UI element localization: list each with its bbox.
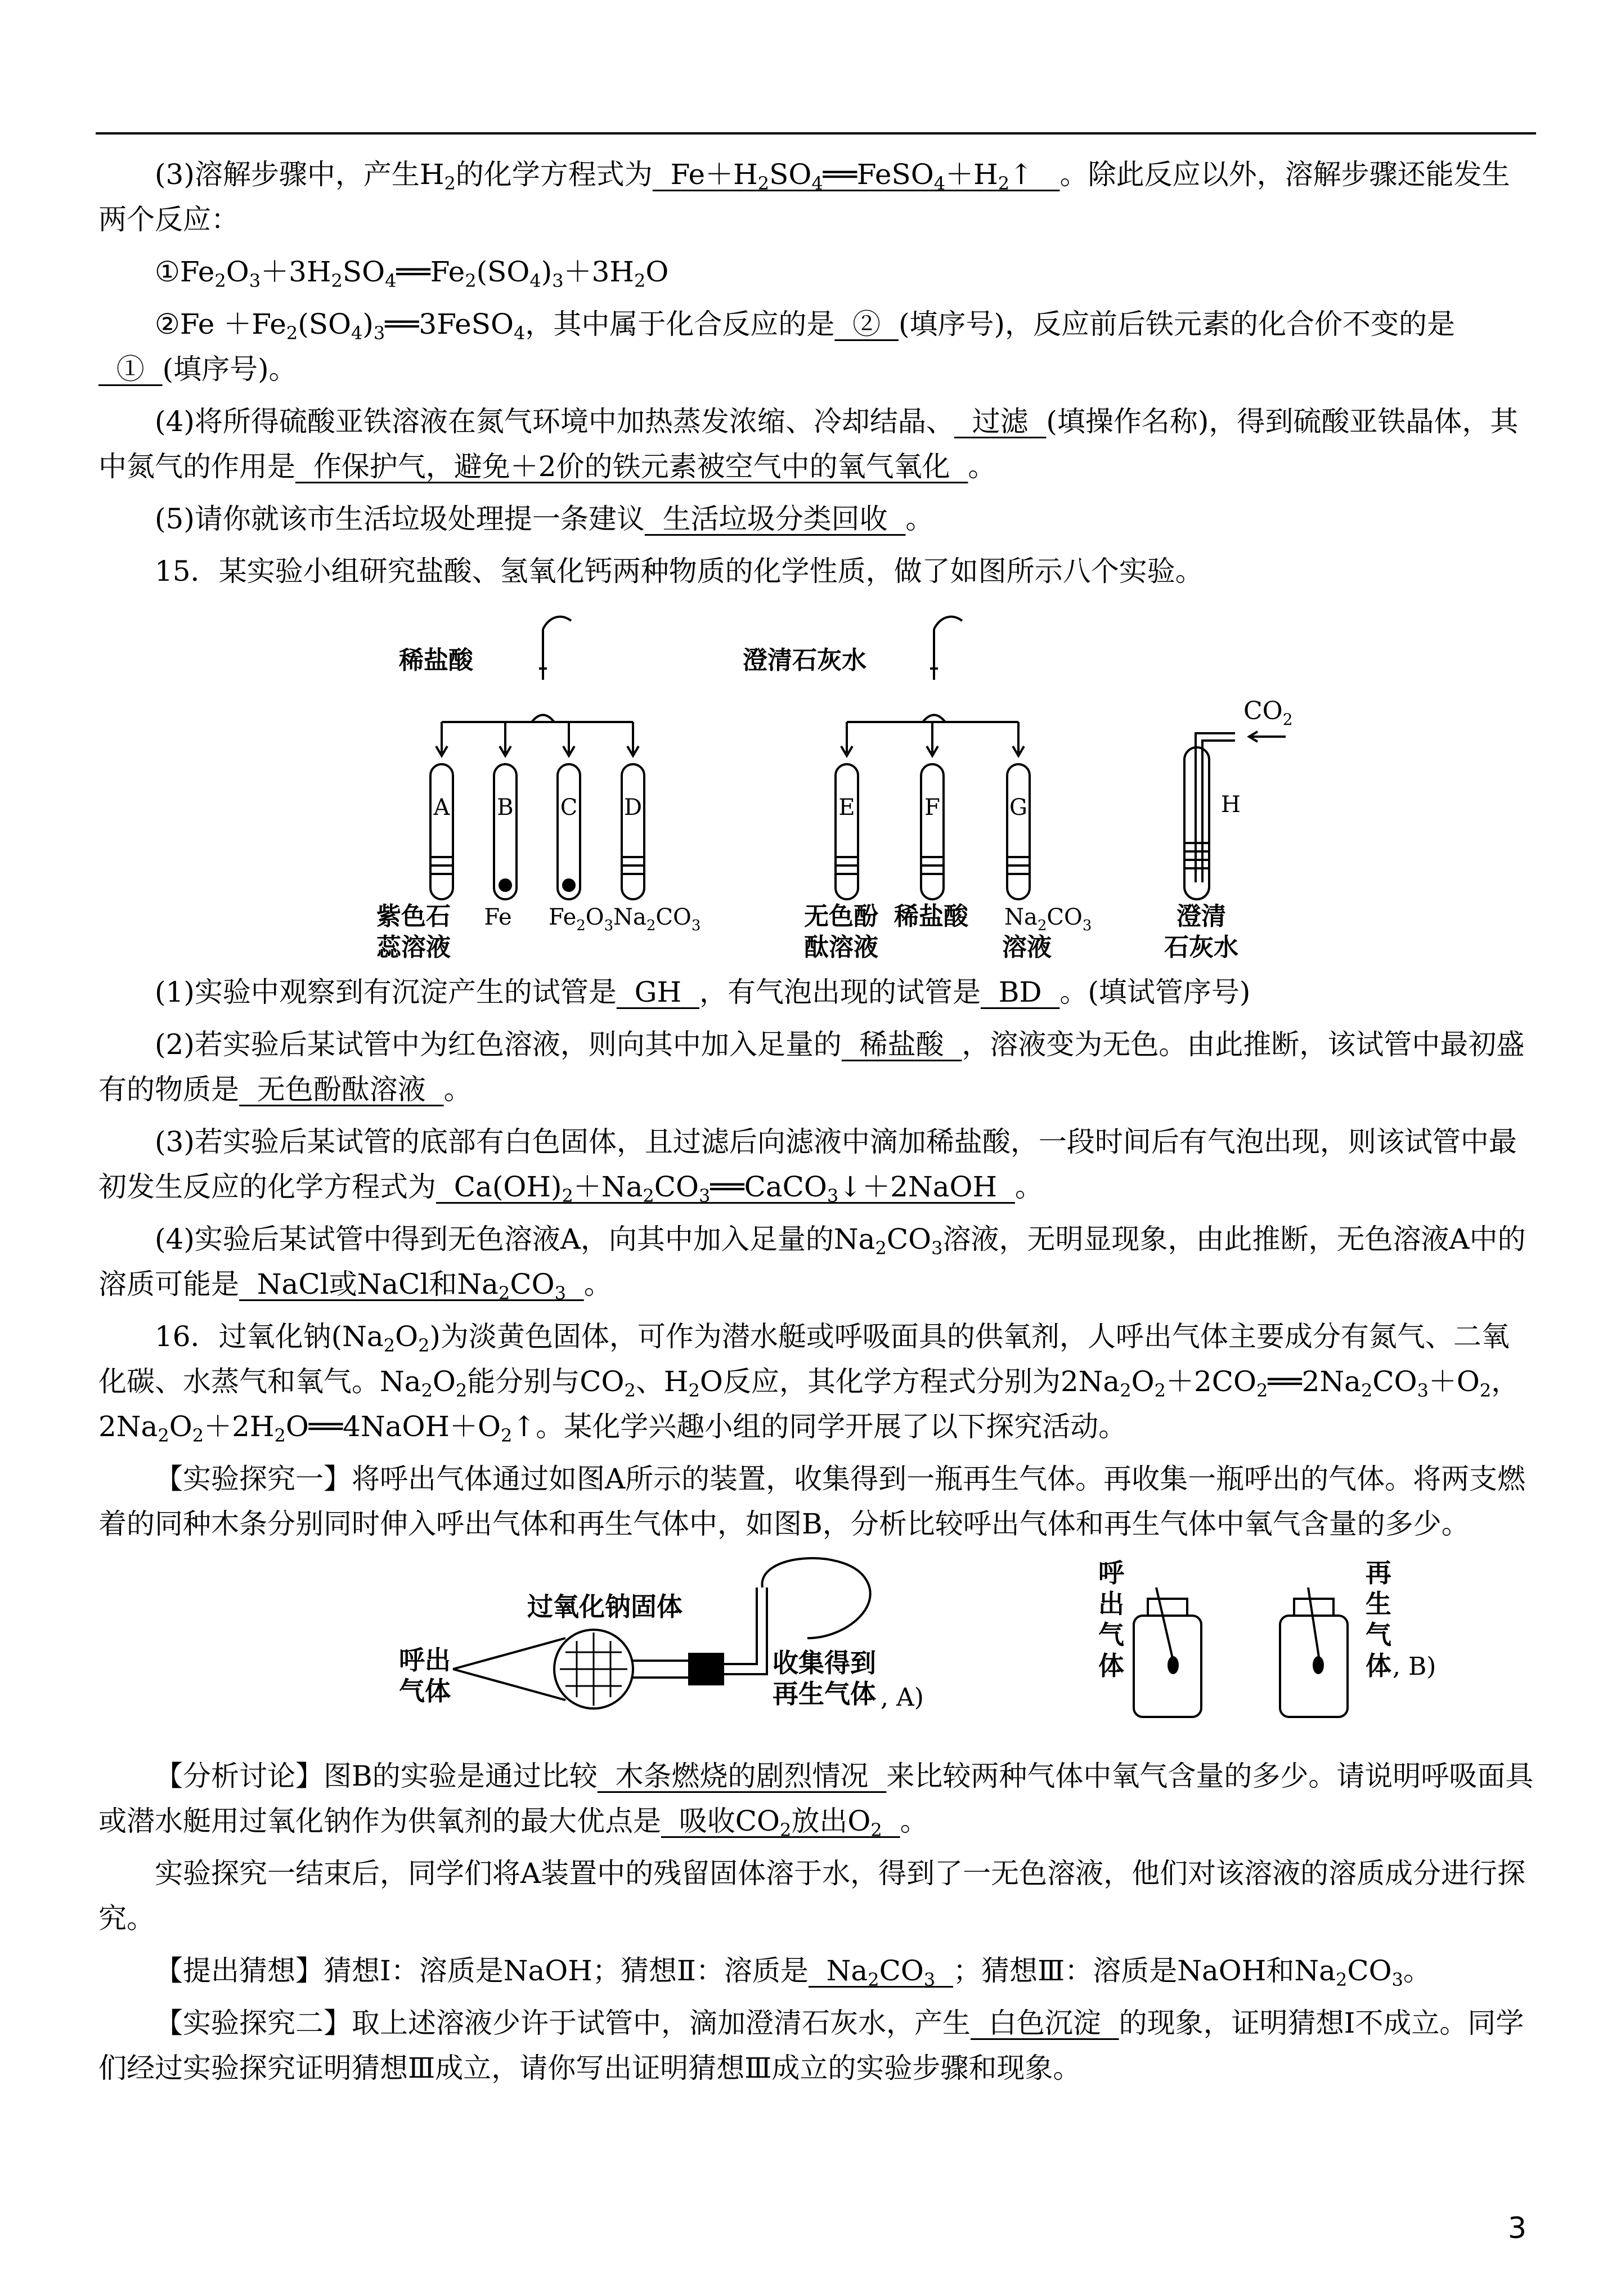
q14-reaction-1: $①Fe_2O_3+3H_2SO_4══Fe_2(SO_4)_3+3H_2O$ xyxy=(155,255,669,292)
test-tube-f xyxy=(921,764,944,899)
tube-label-b: B xyxy=(497,795,514,820)
answer-blank: GH xyxy=(616,976,699,1008)
tube-g-content-line2: 溶液 xyxy=(1002,933,1052,962)
q15-part2: (2)若实验后某试管中为红色溶液，则向其中加入足量的 稀盐酸 ，溶液变为无色。由此推断，该试管中最初盛有的物质是 无色酚酞溶液 。 xyxy=(98,1028,1525,1106)
reagent-label-limewater: 澄清石灰水 xyxy=(743,646,866,675)
q14-part5: (5)请你就该市生活垃圾处理提一条建议 生活垃圾分类回收 。 xyxy=(155,503,934,535)
tube-label-e: E xyxy=(838,795,855,820)
test-tube-g xyxy=(1007,764,1030,899)
figure-a-tag: , A) xyxy=(881,1683,924,1712)
answer-blank: 木条燃烧的剧烈情况 xyxy=(597,1760,887,1792)
q15-part1: (1)实验中观察到有沉淀产生的试管是 GH ，有气泡出现的试管是 BD 。(填试管序号) xyxy=(155,976,1251,1008)
eight-experiments-diagram xyxy=(98,601,1536,939)
apparatus-diagram xyxy=(98,1554,1536,1739)
bottle-exhaled xyxy=(1134,1616,1201,1717)
tube-h-content-line2: 石灰水 xyxy=(1164,933,1238,962)
reagent-label-hcl: 稀盐酸 xyxy=(399,646,473,675)
answer-blank: 过滤 xyxy=(954,405,1047,438)
tube-label-d: D xyxy=(623,795,643,820)
answer-blank: 白色沉淀 xyxy=(971,2007,1119,2039)
label-sodium-peroxide: 过氧化钠固体 xyxy=(527,1591,682,1622)
q16-experiment-2: 【实验探究二】取上述溶液少许于试管中，滴加澄清石灰水，产生 白色沉淀 的现象，证明猜想Ⅰ不成立。同学们经过实验探究证明猜想Ⅲ成立，请你写出证明猜想Ⅲ成立的实验步骤和现象。 xyxy=(98,2007,1524,2084)
tube-e-content: 无色酚 xyxy=(804,902,878,931)
collection-bag xyxy=(762,1558,870,1638)
label-collected-2: 再生气体 xyxy=(773,1679,876,1709)
svg-text:体: 体 xyxy=(1366,1651,1391,1681)
tube-c-content: $Fe_2O_3$ xyxy=(549,904,614,934)
tube-g-content: $Na_2CO_3$ xyxy=(1004,904,1092,934)
answer-blank: $Ca(OH)_2+Na_2CO_3══CaCO_3↓+2NaOH$ xyxy=(436,1171,1015,1207)
q14-part3: (3)溶解步骤中，产生$H_2$的化学方程式为 $Fe+H_2SO_4══FeSO_4+H_2↑$ 。除此反应以外，溶解步骤还能发生两个反应： xyxy=(98,158,1510,236)
q14-reaction-2: ②Fe $+Fe_2(SO_4)_3══3FeSO_4$，其中属于化合反应的是 ② (填序号)，反应前后铁元素的化合价不变的是 ① (填序号)。 xyxy=(98,308,1455,385)
svg-text:出: 出 xyxy=(1098,1589,1124,1619)
test-tube-e xyxy=(836,764,858,899)
svg-text:呼: 呼 xyxy=(1098,1558,1124,1588)
q16-experiment-1: 【实验探究一】将呼出气体通过如图A所示的装置，收集得到一瓶再生气体。再收集一瓶呼出的气体。将两支燃着的同种木条分别同时伸入呼出气体和再生气体中，如图B，分析比较呼出气体和再生气体中氧气含量的多少。 xyxy=(98,1463,1526,1540)
q15-stem: 15．某实验小组研究盐酸、氢氧化钙两种物质的化学性质，做了如图所示八个实验。 xyxy=(155,555,1204,588)
stopper xyxy=(689,1654,723,1684)
tube-b-content: Fe xyxy=(484,904,512,930)
label-exhaled-2: 气体 xyxy=(399,1676,451,1706)
test-tube-d xyxy=(622,764,644,899)
tube-d-content: $Na_2CO_3$ xyxy=(613,904,701,934)
q15-part4: (4)实验后某试管中得到无色溶液A，向其中加入足量的$Na_2CO_3$溶液，无明显现象，由此推断，无色溶液A中的溶质可能是 NaCl或NaCl和$Na_2CO_3$ 。 xyxy=(98,1223,1526,1304)
outlet-tube xyxy=(723,1588,767,1674)
tube-label-g: G xyxy=(1009,795,1027,820)
document-body xyxy=(98,152,1536,2098)
answer-blank: $Na_2CO_3$ xyxy=(808,1954,936,1990)
answer-blank: ② xyxy=(834,308,899,340)
q16-figures xyxy=(98,1554,1536,1739)
svg-text:再: 再 xyxy=(1366,1558,1391,1588)
answer-blank: 稀盐酸 xyxy=(841,1028,962,1061)
tube-label-h: H xyxy=(1221,792,1241,818)
header-rule xyxy=(96,132,1536,134)
figure-b-tag: , B) xyxy=(1393,1652,1436,1681)
q16-hypothesis: 【提出猜想】猜想Ⅰ：溶质是NaOH；猜想Ⅱ：溶质是 $Na_2CO_3$ ；猜想Ⅲ：溶质是NaOH和$Na_2CO_3$。 xyxy=(155,1954,1431,1990)
tube-e-content-line2: 酞溶液 xyxy=(804,933,878,962)
label-exhaled-1: 呼出 xyxy=(399,1645,451,1675)
svg-text:气: 气 xyxy=(1098,1620,1124,1650)
q16-stem: 16．过氧化钠$(Na_2O_2)$为淡黄色固体，可作为潜水艇或呼吸面具的供氧剂，人呼出气体主要成分有氮气、二氧化碳、水蒸气和氧气。$Na_2O_2$能分别与$CO_2$、$H_2O$反应，其化学方程式分别为$2Na_2O_2+2CO_2══2Na_2CO_3+O_2$，$2Na_2O_2+2H_2O══4NaOH+O_2↑$。某化学兴趣小组的同学开展了以下探究活动。 xyxy=(98,1320,1520,1446)
svg-text:气: 气 xyxy=(1366,1620,1391,1650)
tube-label-f: F xyxy=(924,795,940,820)
answer-blank: 作保护气，避免＋2价的铁元素被空气中的氧气氧化 xyxy=(295,450,968,483)
inlet-funnel xyxy=(453,1638,565,1700)
tube-a-content-line2: 蕊溶液 xyxy=(376,933,451,962)
q15-figure xyxy=(98,601,1536,939)
answer-blank: 无色酚酞溶液 xyxy=(239,1073,444,1106)
tube-f-content: 稀盐酸 xyxy=(894,902,968,931)
q16-after-experiment: 实验探究一结束后，同学们将A装置中的残留固体溶于水，得到了一无色溶液，他们对该溶液的溶质成分进行探究。 xyxy=(98,1857,1526,1935)
answer-blank: NaCl或NaCl和$Na_2CO_3$ xyxy=(239,1268,566,1304)
tube-h-content: 澄清 xyxy=(1177,902,1226,931)
answer-blank: 吸收$CO_2$放出$O_2$ xyxy=(661,1805,882,1841)
answer-blank: ① xyxy=(98,353,163,385)
tube-a-content: 紫色石 xyxy=(376,902,451,931)
tube-label-a: A xyxy=(433,795,450,820)
tube-label-c: C xyxy=(560,795,578,820)
q14-part4: (4)将所得硫酸亚铁溶液在氮气环境中加热蒸发浓缩、冷却结晶、 过滤 (填操作名称)，得到硫酸亚铁晶体，其中氮气的作用是 作保护气，避免＋2价的铁元素被空气中的氧气氧化 。 xyxy=(98,405,1519,483)
svg-text:生: 生 xyxy=(1366,1589,1391,1619)
svg-text:体: 体 xyxy=(1098,1651,1124,1681)
co2-arrow xyxy=(1249,732,1286,742)
answer-blank: 生活垃圾分类回收 xyxy=(644,503,906,535)
co2-label: $CO_2$ xyxy=(1243,697,1293,729)
test-tube-a xyxy=(430,764,453,899)
q16-discussion: 【分析讨论】图B的实验是通过比较 木条燃烧的剧烈情况 来比较两种气体中氧气含量的多少。请说明呼吸面具或潜水艇用过氧化钠作为供氧剂的最大优点是 吸收$CO_2$放出$O_2$ 。 xyxy=(98,1760,1534,1841)
answer-blank: $Fe+H_2SO_4══FeSO_4+H_2↑$ xyxy=(652,158,1060,194)
answer-blank: BD xyxy=(980,976,1060,1008)
q15-part3: (3)若实验后某试管的底部有白色固体，且过滤后向滤液中滴加稀盐酸，一段时间后有气泡出现，则该试管中最初发生反应的化学方程式为 $Ca(OH)_2+Na_2CO_3══CaCO_3↓+2NaOH$ 。 xyxy=(98,1125,1517,1207)
label-collected-1: 收集得到 xyxy=(773,1648,876,1678)
page-number: 3 xyxy=(1508,2212,1527,2245)
